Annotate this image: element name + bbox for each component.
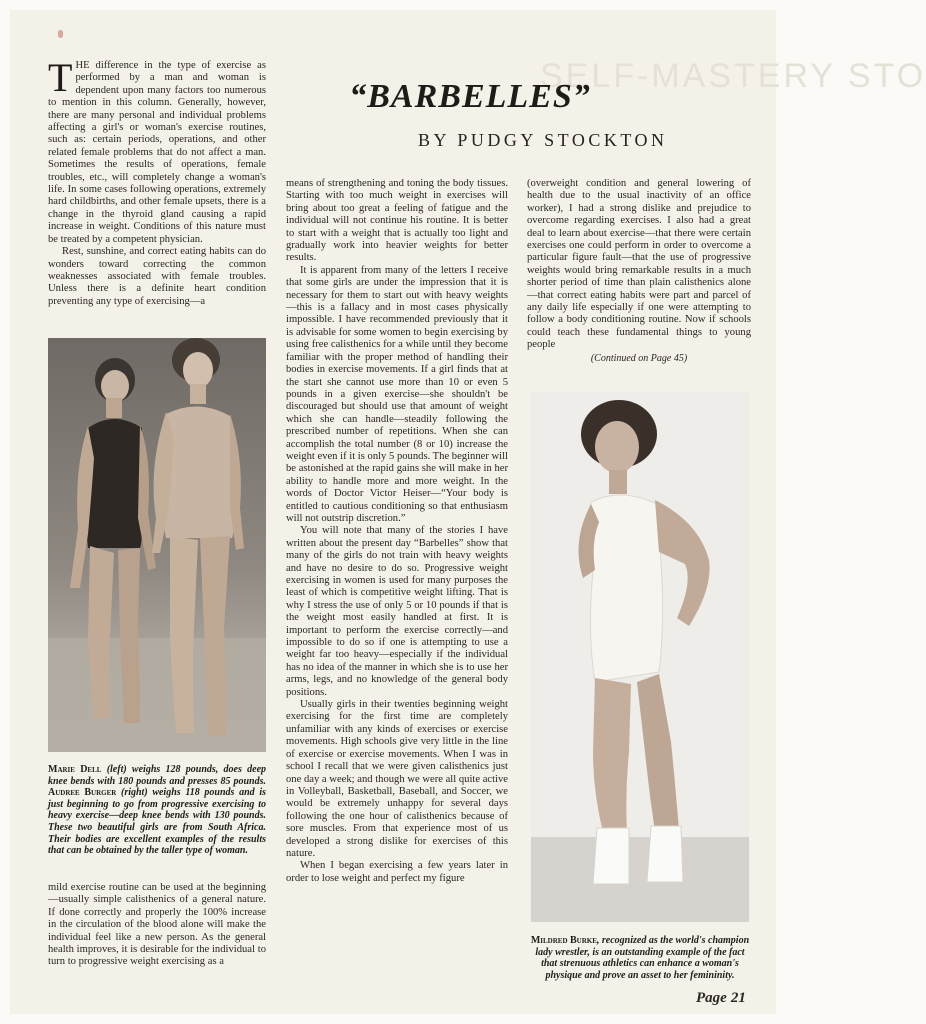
ink-mark: [58, 30, 63, 38]
column-1-bottom: [48, 882, 266, 969]
paragraph: means of strengthening and toning the body tissues. Starting with too much weight in exercises will bring about too great a feeling of fatigue and the individual will not continue his routine. It is better to start with a weight that is actually too light and gradually work into heavier weights for better results.: [286, 178, 508, 264]
page-number: [696, 990, 746, 1007]
photo-caption-1: [48, 764, 266, 857]
caption-text: , recognized as the world's champion lady wrestler, is an outstanding example of the fact that strenuous athletics can enhance a woman's physique and prove an asset to her femininity.: [535, 935, 750, 981]
column-3: [527, 178, 751, 365]
continued-note: (Continued on Page 45): [590, 352, 688, 364]
paragraph: It is apparent from many of the letters I receive that some girls are under the impression that it is necessary for them to start out with heavy weights—this is a fallacy and in most cases physically impossible. I have recommended previously that it is advisable for some women to begin exercising by using free calisthenics for a while until they become familiar with the proper method of handling their bodies in exercise movements. If a girl finds that at the start she cannot use more than 10 or even 5 pounds in a given exercise—she shouldn't be discouraged but should use that amount of weight which she can handle—steadily following the prescribed number of repetitions. When she can accomplish the total number (8 or 10) increase the weight even if it is only 5 pounds. The beginner will be astonished at the rapid gains she will make in her ability to handle more and more weight. In the words of Doctor Victor Heiser—“Your body is entitled to cautious conditioning so that enthusiasm will not outstrip discretion.”: [286, 264, 508, 524]
paragraph: Usually girls in their twenties beginning weight exercising for the first time are completely unfamiliar with any kinds of exercises or exercise movements. High schools give very little in the line of exercise or exercise movements. When I was in school I recall that we were given calisthenics just one day a week; and though we were all quite active in Volleyball, Basketball, Baseball, and Soccer, we would be extremely unhappy for several days following the one hour of calisthenics because of sore muscles. From that experience most of us developed a strong dislike for exercises of this nature.: [286, 699, 508, 859]
photo-caption-2: [529, 935, 751, 981]
caption-text: (left) weighs 128 pounds, does deep knee bends with 180 pounds and presses 85 pounds.: [48, 764, 267, 787]
paragraph: [48, 55, 266, 246]
caption-name: Marie Dell: [48, 764, 102, 775]
caption-name: Audree Burger: [48, 787, 117, 799]
paragraph: (overweight condition and general lowering of health due to the usual inactivity of an office worker), I had a strong dislike and prejudice to overcome regarding exercises. I also had a great deal to learn about exercise—that there were certain exercises one could perform in order to overcome a particular figure fault—that the use of progressive weights would bring remarkable results in a much shorter period of time than plain calisthenics alone—that correct eating habits were part and parcel of any daily life especially if one were attempting to follow a body conditioning routine. Now if schools could teach these fundamental things to young people: [527, 178, 751, 351]
article-title: “BARBELLES”: [349, 78, 591, 115]
caption-text: (right) weighs 118 pounds and is just beginning to go from progressive exercising to heavy exercise—deep knee bends with 130 pounds. These two beautiful girls are from South Africa. Their bodies are excellent examples of the results that can be obtained by the taller type of woman.: [48, 787, 266, 857]
paragraph-text: HE difference in the type of exercise as performed by a man and woman is dependent upon many factors too numerous to mention in this column. Generally, however, there are many personal and individual problems affecting a girl's or woman's exercise routines, such as: certain periods, operations, and other related female problems that do not affect a man. Sometimes the results of operations, female troubles, etc., will completely change a woman's life. In some cases following operations, extremely hard childbirths, and other female upsets, there is a change in the thyroid gland causing a rapid increase in weight. Conditions of this nature must be treated by a competent physician.: [48, 60, 266, 245]
column-1-top: [48, 55, 266, 308]
photo-two-women-swimsuits: [48, 338, 266, 752]
article-byline: BY PUDGY STOCKTON: [418, 130, 668, 150]
drop-cap: T: [48, 55, 73, 100]
paragraph: Rest, sunshine, and correct eating habits can do wonders toward correcting the common weaknesses associated with female troubles. Unless there is a definite heart condition preventing any type of exercising—a: [48, 246, 266, 307]
page-number-value: 21: [730, 990, 746, 1006]
paragraph: mild exercise routine can be used at the beginning—usually simple calisthenics of a general nature. If done correctly and properly the 100% increase in the circulation of the blood alone will make the individual feel like a new person. As the general health improves, it is desirable for the individual to turn to progressive weight exercising as a: [48, 882, 266, 968]
paragraph: When I began exercising a few years later in order to lose weight and perfect my figure: [286, 860, 508, 884]
photo-illustration: [531, 392, 749, 922]
page-label: Page: [696, 990, 727, 1006]
bleed-through-heading: SELF-MASTERY STO: [540, 57, 926, 95]
column-2: [286, 178, 508, 885]
paragraph: You will note that many of the stories I have written about the present day “Barbelles” show that many of the girls do not train with heavy weights and have no desire to do so. Progressive weight exercising in women is used for many purposes the least of which is competitive weight lifting. That is why I stress the use of only 5 or 10 pounds if that is the weight most easily handled at first. It is important to perform the exercise correctly—and impossible to do so if one is attempting to use a weight far too heavy—especially if the individual has no idea of the manner in which she is to use her arms, legs, and no knowledge of the general body positions.: [286, 525, 508, 698]
photo-illustration: [48, 338, 266, 752]
photo-woman-white-swimsuit: [531, 392, 749, 922]
caption-name: Mildred Burke: [530, 935, 597, 946]
